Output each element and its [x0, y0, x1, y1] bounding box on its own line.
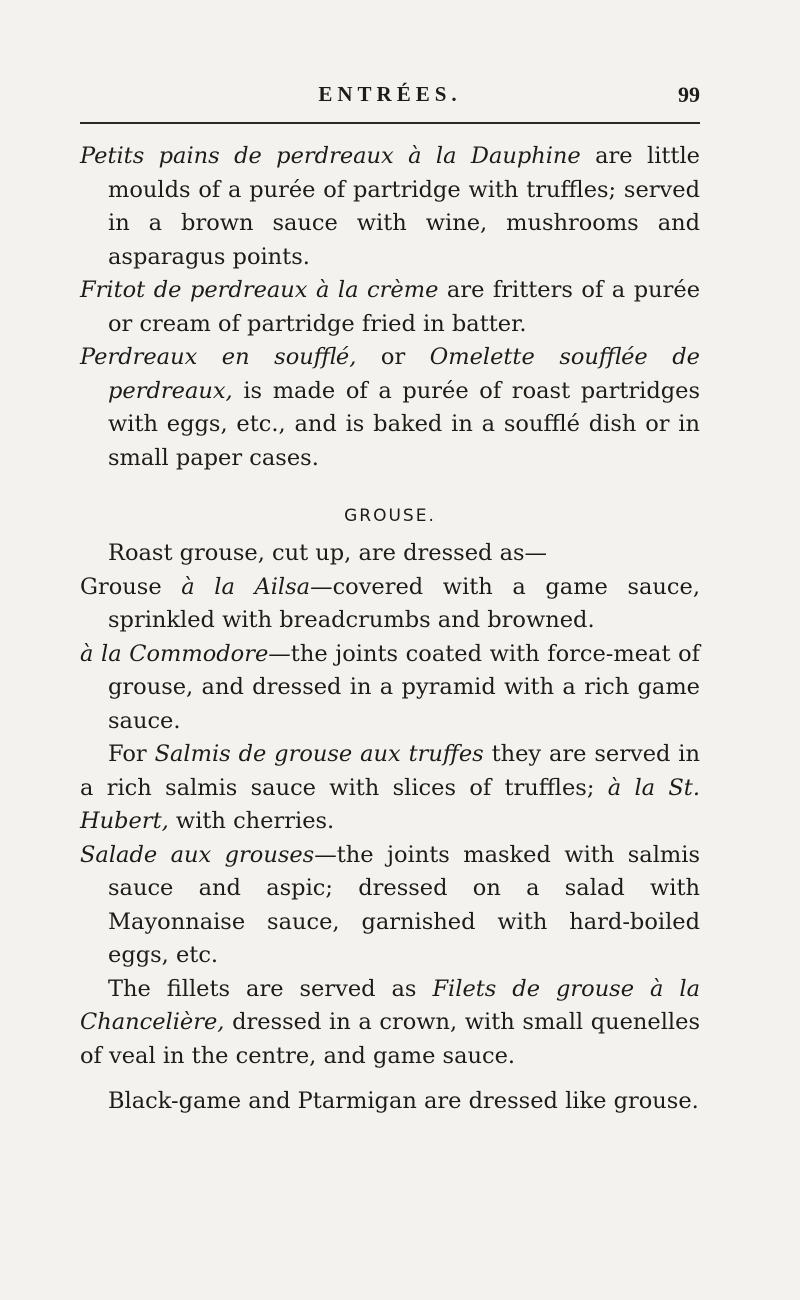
page-content	[80, 140, 700, 1119]
para-title: Salmis de grouse aux truffes	[154, 741, 484, 767]
para-text: dressed in a crown, with small quenelles of veal in the centre, and game sauce.	[80, 1009, 700, 1069]
entry-title-alt: Omelette soufflée de perdreaux,	[108, 344, 700, 404]
entry-souffle	[80, 341, 700, 475]
entry-text: is made of a purée of roast partridges with eggs, etc., and is baked in a soufflé dish or in small paper cases.	[108, 377, 700, 471]
entry-text: are little moulds of a purée of partridge with truffles; served in a brown sauce with wine, mushrooms and asparagus points.	[108, 143, 700, 270]
entry-title: Fritot de perdreaux à la crème	[80, 277, 439, 303]
entry-title: à la Ailsa	[181, 573, 311, 600]
page-number: 99	[678, 82, 700, 107]
entry-title: Salade aux grouses	[80, 841, 315, 868]
entry-fritot	[80, 274, 700, 341]
running-head	[80, 82, 700, 124]
paragraph-filets	[80, 973, 700, 1074]
running-title: ENTRÉES.	[318, 82, 462, 106]
grouse-intro: Roast grouse, cut up, are dressed as—	[108, 540, 548, 566]
para-title: Filets de grouse à la Chancelière,	[80, 975, 700, 1035]
entry-text: are fritters of a purée or cream of partridge fried in batter.	[108, 277, 701, 337]
para-text: they are served in a rich salmis sauce with slices of truffles;	[80, 741, 700, 801]
entry-salade	[80, 839, 700, 973]
entry-text: —covered with a game sauce, sprinkled with breadcrumbs and browned.	[108, 573, 700, 633]
entry-commodore	[80, 638, 700, 739]
para-title-hubert: à la St. Hubert,	[80, 774, 700, 834]
entry-title: à la Commodore	[80, 640, 269, 667]
entry-text: —the joints coated with force-meat of grouse, and dressed in a pyramid with a rich game sauce.	[108, 640, 700, 734]
entry-title: Petits pains de perdreaux à la Dauphine	[80, 143, 581, 169]
paragraph-salmis	[80, 738, 700, 839]
para-lead: The fillets are served as	[108, 975, 433, 1002]
paragraph-blackgame: Black-game and Ptarmigan are dressed like grouse.	[108, 1088, 699, 1114]
entry-ailsa	[80, 571, 700, 638]
para-lead: For	[108, 741, 155, 767]
entry-title: Perdreaux en soufflé,	[80, 344, 357, 370]
section-title-grouse: GROUSE.	[344, 506, 436, 526]
entry-connector: or	[356, 344, 430, 370]
book-page	[80, 82, 700, 1119]
header-rule	[80, 122, 700, 124]
para-text-hubert: with cherries.	[168, 808, 335, 834]
entry-lead: Grouse	[80, 573, 182, 600]
entry-petits-pains	[80, 140, 700, 274]
entry-text: —the joints masked with salmis sauce and aspic; dressed on a salad with Mayonnaise sauce, garnished with hard-boiled eggs, etc.	[108, 841, 700, 968]
